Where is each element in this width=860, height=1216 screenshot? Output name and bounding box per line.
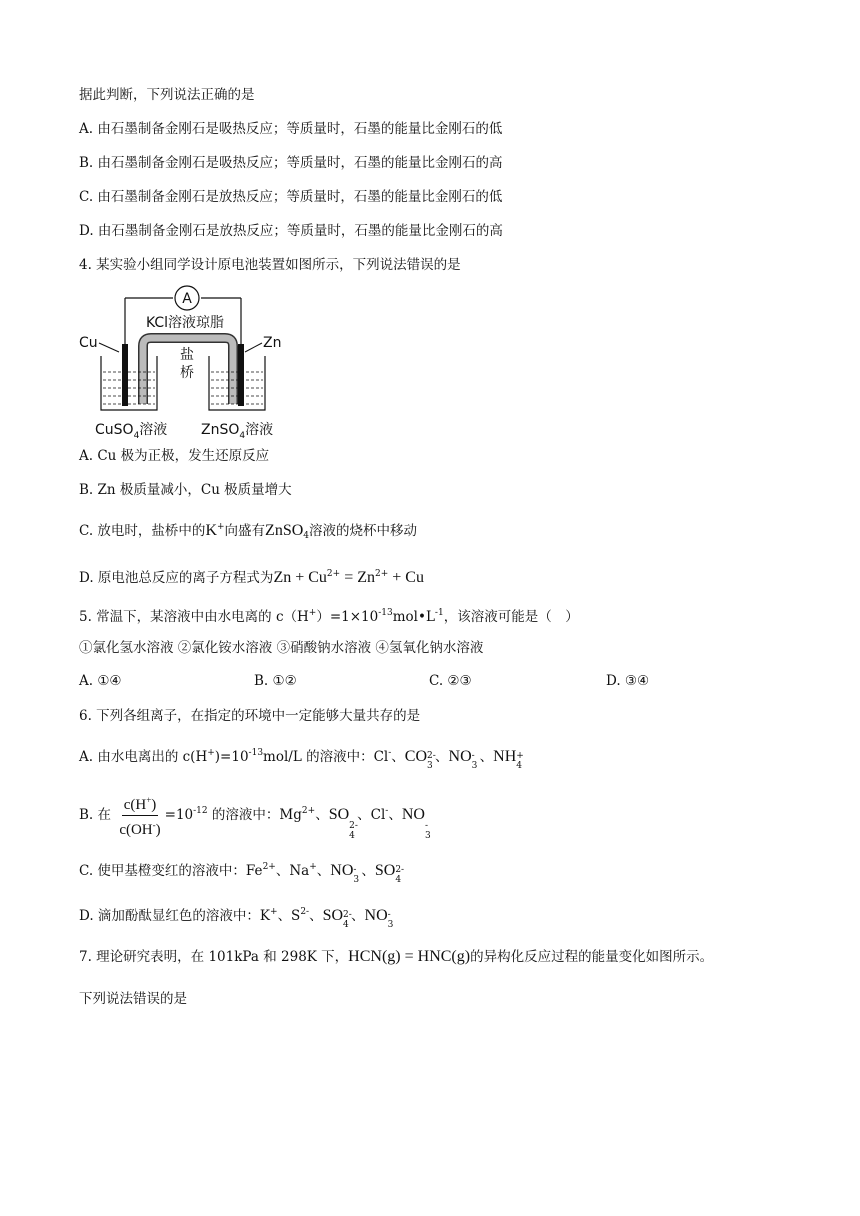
- bridge-left-char: 盐: [180, 347, 194, 363]
- bridge-top-label: KCl溶液琼脂: [145, 315, 225, 331]
- q5-option-d: D. ③④: [606, 673, 650, 689]
- ratio-fraction: $\frac{c(H^+)}{c(OH^-)}$: [117, 791, 162, 840]
- ammeter-label: A: [182, 291, 192, 307]
- q5-stem: 5. 常温下，某溶液中由水电离的 $c(H^+)=1\times 10^{-13}mol•L^{-1}$，该溶液可能是（ ）: [79, 608, 579, 625]
- q5-option-a: A. ①④: [79, 673, 122, 689]
- q5-option-b: B. ①②: [254, 673, 297, 689]
- q5-items: ①氯化氢水溶液 ②氯化铵水溶液 ③硝酸钠水溶液 ④氢氧化钠水溶液: [79, 640, 484, 656]
- cu-label: Cu: [79, 335, 98, 351]
- bridge-right-char: 桥: [180, 365, 194, 381]
- q4-option-c: C. 放电时，盐桥中的K+向盛有ZnSO$_4$溶液的烧杯中移动: [79, 522, 418, 541]
- galvanic-cell-figure: [79, 284, 289, 442]
- q4-option-d: D. 原电池总反应的离子方程式为$Zn + Cu^{2+} = Zn^{2+} + Cu$: [79, 569, 424, 586]
- q6-option-d: D. 滴加酚酞显红色的溶液中：K+、$S^{2-}$、SO 2- 4 、NO - 3: [79, 907, 394, 930]
- cu-electrode: [122, 344, 128, 406]
- intro-line: 据此判断，下列说法正确的是: [79, 87, 255, 103]
- q3-option-a: A. 由石墨制备金刚石是吸热反应；等质量时，石墨的能量比金刚石的低: [79, 121, 503, 137]
- q4-stem: 4. 某实验小组同学设计原电池装置如图所示，下列说法错误的是: [79, 257, 461, 273]
- left-solution-label: CuSO$_4$溶液: [95, 422, 168, 441]
- q3-option-d: D. 由石墨制备金刚石是放热反应；等质量时，石墨的能量比金刚石的高: [79, 223, 503, 239]
- zn-label: Zn: [263, 335, 282, 351]
- q4-option-b: B. Zn 极质量减小，Cu 极质量增大: [79, 482, 292, 498]
- q6-stem: 6. 下列各组离子，在指定的环境中一定能够大量共存的是: [79, 708, 421, 724]
- q7-stem: 7. 理论研究表明，在 101kPa 和 298K 下，HCN(g) = HNC(g)的异构化反应过程的能量变化如图所示。: [79, 948, 714, 965]
- q6-option-a: A. 由水电离出的 $c(H^+)=10^{-13}mol/L$ 的溶液中：Cl-、CO 2- 3 、NO - 3 、NH + 4: [79, 748, 524, 771]
- q3-option-b: B. 由石墨制备金刚石是吸热反应；等质量时，石墨的能量比金刚石的高: [79, 155, 503, 171]
- q4-option-a: A. Cu 极为正极，发生还原反应: [79, 448, 270, 464]
- q7-line2: 下列说法错误的是: [79, 991, 187, 1007]
- q6-option-b: B. 在 $\frac{c(H^+)}{c(OH^-)}$ $=10^{-12}$ 的溶液中：$Mg^{2+}$、SO 2- 4 、Cl-、NO - 3: [79, 790, 433, 840]
- zn-electrode: [238, 344, 244, 406]
- q6-option-c: C. 使甲基橙变红的溶液中：$Fe^{2+}$、Na+、NO - 3 、SO 2- 4: [79, 862, 405, 885]
- q3-option-c: C. 由石墨制备金刚石是放热反应；等质量时，石墨的能量比金刚石的低: [79, 189, 503, 205]
- right-solution-label: ZnSO$_4$溶液: [201, 422, 274, 441]
- q5-option-c: C. ②③: [429, 673, 472, 689]
